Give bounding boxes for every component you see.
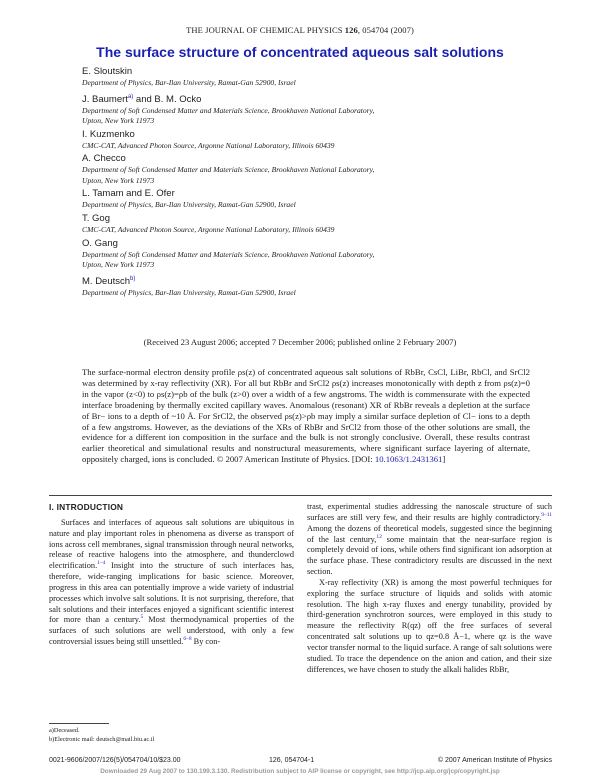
doi-suffix: ]: [442, 454, 446, 465]
author-group: [82, 238, 552, 270]
abstract-text: The surface-normal electron density profile ρs(z) of concentrated aqueous salt solutions of RbBr, CsCl, LiBr, RbCl, and SrCl2 was determined by x-ray reflectivity (XR). For all but RbBr and SrCl2 ρs(z) increases monotonically with depth z from ρs(z)=0 in the vapor (z<0) to ρs(z)=ρb of the bulk (z>0) over a width of a few angstroms. The width is commensurate with the expected interface broadening by thermally excited capillary waves. Anomalous (resonant) XR of RbBr reveals a depletion at the surface of Br− ions to a depth of ~10 Å. For SrCl2, the observed ρs(z)>ρb may imply a similar surface depletion of Cl− ions to a depth of a few angstroms. However, as the deviations of the XRs of RbBr and SrCl2 from those of the other solutions are small, the evidence for a different ion composition in the surface and the bulk is not strongly conclusive. Overall, these results contrast earlier theoretical and simulational results and nonstructural measurements, where significant surface layering of alternate, oppositely charged, ions is concluded. © 2007 American Institute of Physics.: [82, 367, 530, 465]
citation-ref[interactable]: 12: [376, 533, 382, 540]
left-column: [49, 502, 294, 648]
left-column-body: [49, 518, 294, 648]
doi-link[interactable]: 10.1063/1.2431361: [374, 454, 443, 465]
download-notice: Downloaded 29 Aug 2007 to 130.199.3.130. Redistribution subject to AIP license or copyright, see http://jcp.aip.org/jcp/copyright.jsp: [100, 768, 500, 775]
author-affiliation: Upton, New York 11973: [82, 259, 155, 269]
author-affiliation: Department of Physics, Bar-Ilan University, Ramat-Gan 52900, Israel: [82, 200, 296, 210]
journal-name: THE JOURNAL OF CHEMICAL PHYSICS: [186, 25, 343, 35]
paragraph-text: trast, experimental studies addressing the nanoscale structure of such surfaces are still very few, and their results are highly contradictory.: [307, 502, 552, 522]
author-group: [82, 91, 552, 127]
author-names: [82, 129, 552, 141]
author-affiliation: Upton, New York 11973: [82, 175, 155, 185]
paragraph-text: Among the dozens of theoretical models, suggested since the beginning of the last century,: [307, 523, 552, 544]
received-dates: (Received 23 August 2006; accepted 7 December 2006; published online 2 February 2007): [143, 337, 457, 347]
author-group: [82, 273, 552, 298]
author-affiliation: Department of Physics, Bar-Ilan University, Ramat-Gan 52900, Israel: [82, 287, 296, 297]
author-name: I. Kuzmenko: [82, 128, 135, 140]
author-names: [82, 66, 552, 78]
paragraph: [307, 578, 552, 676]
author-group: [82, 188, 552, 210]
author-footnote-mark[interactable]: a): [127, 93, 134, 100]
author-names: [82, 213, 552, 225]
author-name: J. Baumert: [82, 93, 128, 105]
footer-code: 0021-9606/2007/126(5)/054704/10/$23.00: [49, 757, 181, 764]
author-name: and B. M. Ocko: [133, 93, 202, 105]
paragraph: [49, 518, 294, 648]
citation-ref[interactable]: 5: [140, 614, 144, 621]
paragraph: [307, 502, 552, 578]
author-names: [82, 273, 552, 288]
author-list: [82, 66, 552, 301]
paper-title: The surface structure of concentrated aqueous salt solutions: [96, 44, 504, 60]
author-group: [82, 129, 552, 151]
paragraph-text: some maintain that the near-surface region is completely devoid of ions, while others find significant ion adsorption at the surface phase. These contradictory results are discussed in the next section.: [307, 534, 552, 577]
author-name: A. Checco: [82, 153, 126, 165]
author-affiliation: CMC-CAT, Advanced Photon Source, Argonne National Laboratory, Illinois 60439: [82, 140, 335, 150]
author-group: [82, 213, 552, 235]
author-group: [82, 153, 552, 185]
author-name: M. Deutsch: [82, 275, 131, 287]
citation-ref[interactable]: 6–8: [183, 636, 192, 643]
paragraph-text: X-ray reflectivity (XR) is among the most powerful techniques for exploring the surface structure of liquids and solids with atomic resolution. The high x-ray fluxes and energy tunability, provided by third-generation synchrotron sources, were employed in this study to measure the reflectivity R(qz) off the free surfaces of several concentrated salt solutions up to qz=0.8 Å−1, where qz is the wave vector transfer normal to the liquid surface. A range of salt solutions were studied. To trace the dependence on the anion and cation, and their size differences, we have chosen to study the alkali halides RbBr,: [307, 577, 552, 674]
abstract: [82, 367, 530, 465]
author-names: [82, 238, 552, 250]
right-column-body: [307, 502, 552, 676]
section-divider: [49, 495, 552, 496]
author-affiliation: Department of Soft Condensed Matter and Materials Science, Brookhaven National Laboratory,: [82, 165, 375, 175]
author-affiliation: Department of Soft Condensed Matter and Materials Science, Brookhaven National Laboratory,: [82, 249, 375, 259]
paragraph-text: Most thermodynamical properties of the surfaces of such solutions are well understood, with only a few controversial issues being still unsettled.: [49, 615, 294, 647]
right-column: [307, 502, 552, 676]
author-name: T. Gog: [82, 213, 110, 225]
author-name: O. Gang: [82, 237, 118, 249]
footer-page: 126, 054704-1: [269, 757, 315, 764]
author-affiliation: Department of Soft Condensed Matter and Materials Science, Brookhaven National Laboratory,: [82, 105, 375, 115]
author-names: [82, 153, 552, 165]
running-header: THE JOURNAL OF CHEMICAL PHYSICS 126, 054704 (2007): [186, 25, 414, 35]
citation-ref[interactable]: 9–11: [541, 512, 552, 519]
footnote-email: b)Electronic mail: deutsch@mail.biu.ac.il: [49, 736, 155, 743]
footnote-rule: [49, 723, 109, 724]
author-affiliation: Upton, New York 11973: [82, 116, 155, 126]
journal-citation: 054704 (2007): [362, 25, 414, 35]
author-names: [82, 188, 552, 200]
author-name: E. Sloutskin: [82, 66, 133, 77]
author-affiliation: Department of Physics, Bar-Ilan University, Ramat-Gan 52900, Israel: [82, 78, 296, 87]
paragraph-text: Surfaces and interfaces of aqueous salt solutions are ubiquitous in nature and play important roles in phenomena as diverse as transport of ions across cell membranes, signal transmission through neural networks, release of reactive halogens into the atmosphere, and thunderclowd electrification.: [49, 517, 294, 571]
author-name: L. Tamam and E. Ofer: [82, 188, 175, 200]
footnote-deceased: a)Deceased.: [49, 727, 80, 734]
footer-copyright: © 2007 American Institute of Physics: [437, 757, 552, 764]
section-heading: I. INTRODUCTION: [49, 502, 124, 512]
paragraph-text: By con-: [191, 637, 221, 647]
author-footnote-mark[interactable]: b): [130, 275, 136, 282]
author-group: [82, 66, 552, 88]
paragraph-text: Insight into the structure of such interfaces has, therefore, wide-ranging implications for basic science. Moreover, progress in this area can potentially improve a wide variety of industrial processes which involve salt solutions. It is not surprising, therefore, that salt solutions and their interfaces enjoyed a significant scientific interest for more than a century.: [49, 561, 294, 625]
author-affiliation: CMC-CAT, Advanced Photon Source, Argonne National Laboratory, Illinois 60439: [82, 225, 335, 235]
doi-prefix: [DOI:: [349, 454, 375, 465]
journal-volume: 126: [344, 25, 358, 35]
citation-ref[interactable]: 1–4: [97, 560, 106, 567]
author-names: [82, 91, 552, 106]
